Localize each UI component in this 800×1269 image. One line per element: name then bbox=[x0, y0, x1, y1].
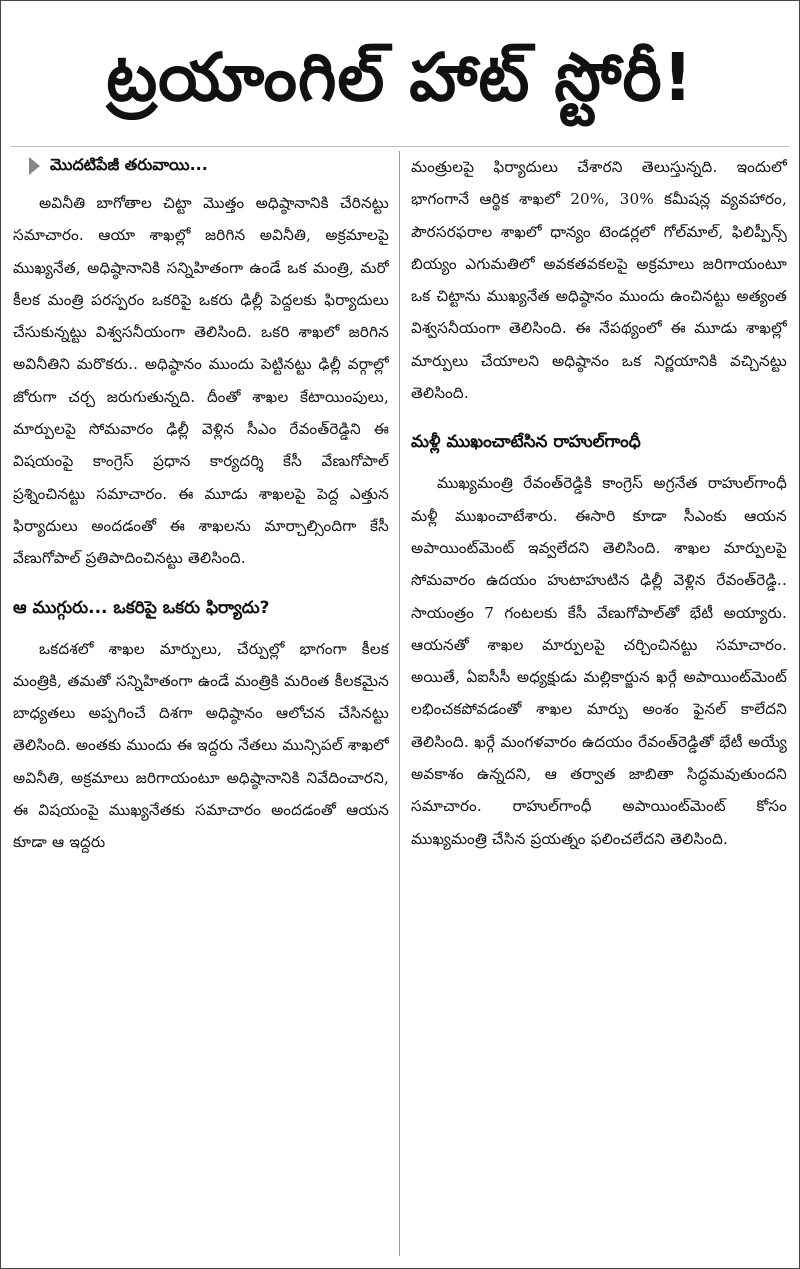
article-paragraph: ముఖ్యమంత్రి రేవంత్‌రెడ్డికి కాంగ్రెస్ అగ్రనేత రాహుల్‌గాంధీ మళ్లీ ముఖంచాటేశారు. ఈసారి కూడా సీఎంకు ఆయన అపాయింట్‌మెంట్ ఇవ్వలేదని తెలిసింది. శాఖల మార్పులపై సోమవారం ఉదయం హుటాహుటిన ఢిల్లీ వెళ్లిన రేవంత్‌రెడ్డి.. సాయంత్రం 7 గంటలకు కేసీ వేణుగోపాల్‌తో భేటీ అయ్యారు. ఆయనతో శాఖల మార్పులపై చర్చించినట్టు సమాచారం. అయితే, ఏఐసీసీ అధ్యక్షుడు మల్లికార్జున ఖర్గే అపాయింట్‌మెంట్ లభించకపోవడంతో శాఖల మార్పు అంశం ఫైనల్ కాలేదని తెలిసింది. ఖర్గే మంగళవారం ఉదయం రేవంత్‌రెడ్డితో భేటీ అయ్యే అవకాశం ఉన్నదని, ఆ తర్వాత జాబితా సిద్ధమవుతుందని సమాచారం. రాహుల్‌గాంధీ అపాయింట్‌మెంట్ కోసం ముఖ్యమంత్రి చేసిన ప్రయత్నం ఫలించలేదని తెలిసింది. bbox=[411, 474, 787, 848]
subheading: మళ్లీ ముఖంచాటేసిన రాహుల్‌గాంధీ bbox=[411, 432, 641, 453]
article-paragraph: ఒకదశలో శాఖల మార్పులు, చేర్పుల్లో భాగంగా కీలక మంత్రికి, తమతో సన్నిహితంగా ఉండే మంత్రికి మరింత కీలకమైన బాధ్యతలు అప్పగించే దిశగా అధిష్ఠానం ఆలోచన చేసినట్టు తెలిసింది. అంతకు ముందు ఈ ఇద్దరు నేతలు మున్సిపల్ శాఖలో అవినీతి, అక్రమాలు జరిగాయంటూ అధిష్ఠానానికి నివేదించారని, ఈ విషయంపై ముఖ్యనేతకు సమాచారం అందడంతో ఆయన కూడా ఆ ఇద్దరు bbox=[13, 639, 389, 852]
continued-from-text: మొదటిపేజీ తరువాయి... bbox=[50, 154, 208, 174]
continued-from-label bbox=[13, 151, 389, 181]
column-rule bbox=[399, 151, 400, 1256]
headline-divider bbox=[11, 146, 789, 147]
headline: ట్రయాంగిల్ హాట్ స్టోరీ! bbox=[106, 39, 694, 116]
right-column bbox=[411, 151, 787, 1261]
article-paragraph: అవినీతి బాగోతాల చిట్టా మొత్తం అధిష్ఠానానికి చేరినట్టు సమాచారం. ఆయా శాఖల్లో జరిగిన అవినీతి, అక్రమాలపై ముఖ్యనేత, అధిష్ఠానానికి సన్నిహితంగా ఉండే ఒక మంత్రి, మరో కీలక మంత్రి పరస్పరం ఒకరిపై ఒకరు ఢిల్లీ పెద్దలకు ఫిర్యాదులు చేసుకున్నట్టు విశ్వసనీయంగా తెలిసింది. ఒకరి శాఖలో జరిగిన అవినీతిని మరొకరు.. అధిష్ఠానం ముందు పెట్టినట్టు ఢిల్లీ వర్గాల్లో జోరుగా చర్చ జరుగుతున్నది. దీంతో శాఖల కేటాయింపులు, మార్పులపై సోమవారం ఢిల్లీ వెళ్లిన సీఎం రేవంత్‌రెడ్డిని ఈ విషయంపై కాంగ్రెస్ ప్రధాన కార్యదర్శి కేసీ వేణుగోపాల్ ప్రశ్నించినట్టు సమాచారం. ఈ మూడు శాఖలపై పెద్ద ఎత్తున ఫిర్యాదులు అందడంతో ఈ శాఖలను మార్చాల్సిందిగా కేసీ వేణుగోపాల్ ప్రతిపాదించినట్టు తెలిసింది. bbox=[13, 194, 389, 568]
article-paragraph: మంత్రులపై ఫిర్యాదులు చేశారని తెలుస్తున్నది. ఇందులో భాగంగానే ఆర్థిక శాఖలో 20%, 30% కమీషన్ల వ్యవహారం, పౌరసరఫరాల శాఖలో ధాన్యం టెండర్లలో గోల్‌మాల్, ఫిలిప్పీన్స్ బియ్యం ఎగుమతిలో అవకతవకలపై అక్రమాలు జరిగాయంటూ ఒక చిట్టాను ముఖ్యనేత అధిష్ఠానం ముందు ఉంచినట్టు అత్యంత విశ్వసనీయంగా తెలిసింది. ఈ నేపథ్యంలో ఈ మూడు శాఖల్లో మార్పులు చేయాలని అధిష్ఠానం ఒక నిర్ణయానికి వచ్చినట్టు తెలిసింది. bbox=[411, 158, 787, 403]
arrow-right-icon bbox=[29, 157, 40, 175]
subheading: ఆ ముగ్గురు... ఒకరిపై ఒకరు ఫిర్యాదు? bbox=[13, 597, 270, 618]
left-column bbox=[13, 151, 389, 1261]
